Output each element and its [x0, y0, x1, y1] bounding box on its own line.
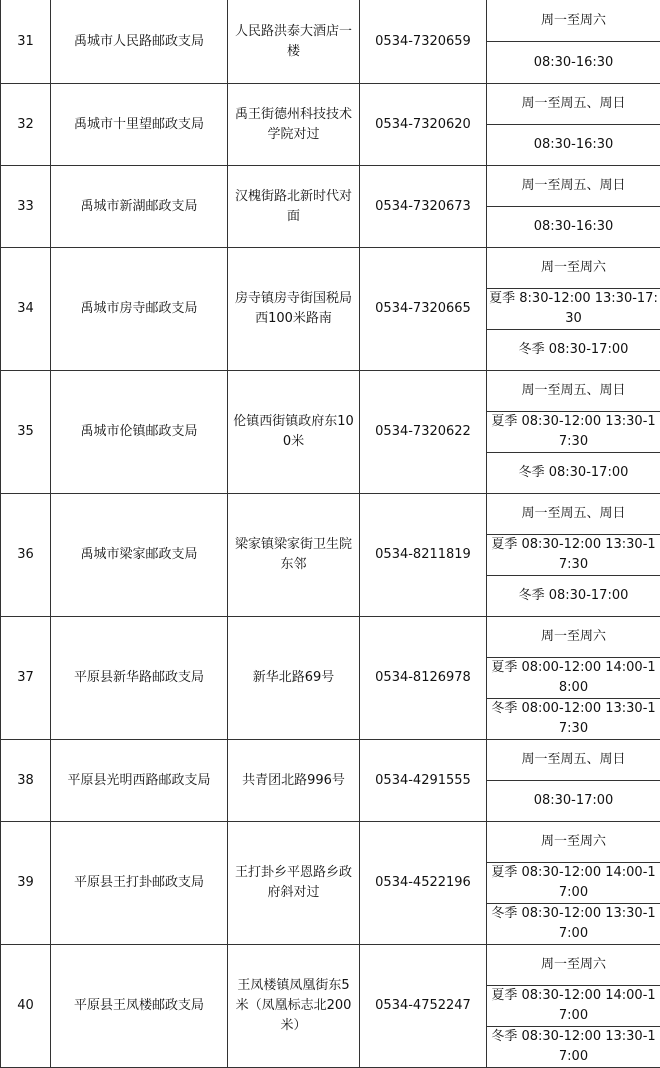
business-hours: 冬季 08:30-12:00 13:30-17:00 — [487, 904, 660, 945]
office-phone: 0534-4752247 — [360, 945, 487, 1068]
business-hours: 08:30-17:00 — [487, 781, 660, 822]
office-name: 禹城市梁家邮政支局 — [51, 494, 228, 617]
row-number: 36 — [1, 494, 51, 617]
business-hours: 冬季 08:00-12:00 13:30-17:30 — [487, 699, 660, 740]
business-hours: 08:30-16:30 — [487, 42, 660, 84]
business-days: 周一至周五、周日 — [487, 84, 660, 125]
office-name: 禹城市十里望邮政支局 — [51, 84, 228, 166]
office-name: 平原县光明西路邮政支局 — [51, 740, 228, 822]
table-row — [1, 822, 660, 863]
office-phone: 0534-7320620 — [360, 84, 487, 166]
row-number: 32 — [1, 84, 51, 166]
table-row — [1, 371, 660, 412]
business-hours: 冬季 08:30-17:00 — [487, 330, 660, 371]
business-hours: 夏季 08:30-12:00 13:30-17:30 — [487, 535, 660, 576]
office-phone: 0534-7320665 — [360, 248, 487, 371]
office-name: 禹城市人民路邮政支局 — [51, 0, 228, 84]
business-days: 周一至周五、周日 — [487, 740, 660, 781]
office-phone: 0534-7320622 — [360, 371, 487, 494]
business-hours: 夏季 8:30-12:00 13:30-17:30 — [487, 289, 660, 330]
row-number: 33 — [1, 166, 51, 248]
office-address: 王凤楼镇凤凰街东5米（凤凰标志北200米） — [228, 945, 360, 1068]
business-hours: 08:30-16:30 — [487, 125, 660, 166]
office-name: 平原县王凤楼邮政支局 — [51, 945, 228, 1068]
business-days: 周一至周六 — [487, 822, 660, 863]
row-number: 31 — [1, 0, 51, 84]
office-address: 房寺镇房寺街国税局西100米路南 — [228, 248, 360, 371]
row-number: 34 — [1, 248, 51, 371]
table-body — [1, 0, 660, 1068]
office-address: 汉槐街路北新时代对面 — [228, 166, 360, 248]
office-name: 禹城市伦镇邮政支局 — [51, 371, 228, 494]
row-number: 40 — [1, 945, 51, 1068]
business-hours: 夏季 08:30-12:00 14:00-17:00 — [487, 863, 660, 904]
office-phone: 0534-8126978 — [360, 617, 487, 740]
row-number: 37 — [1, 617, 51, 740]
table-row — [1, 740, 660, 781]
row-number: 39 — [1, 822, 51, 945]
office-phone: 0534-4291555 — [360, 740, 487, 822]
office-address: 伦镇西街镇政府东100米 — [228, 371, 360, 494]
business-days: 周一至周五、周日 — [487, 166, 660, 207]
business-hours: 夏季 08:00-12:00 14:00-18:00 — [487, 658, 660, 699]
business-hours: 冬季 08:30-12:00 13:30-17:00 — [487, 1027, 660, 1068]
office-address: 共青团北路996号 — [228, 740, 360, 822]
business-days: 周一至周五、周日 — [487, 371, 660, 412]
table-row — [1, 166, 660, 207]
office-name: 禹城市房寺邮政支局 — [51, 248, 228, 371]
business-days: 周一至周六 — [487, 617, 660, 658]
table-row — [1, 494, 660, 535]
table-row — [1, 0, 660, 42]
office-address: 禹王街德州科技技术学院对过 — [228, 84, 360, 166]
table-row — [1, 84, 660, 125]
row-number: 35 — [1, 371, 51, 494]
office-phone: 0534-7320673 — [360, 166, 487, 248]
business-hours: 08:30-16:30 — [487, 207, 660, 248]
business-hours: 夏季 08:30-12:00 14:00-17:00 — [487, 986, 660, 1027]
business-days: 周一至周六 — [487, 0, 660, 42]
office-phone: 0534-7320659 — [360, 0, 487, 84]
office-address: 新华北路69号 — [228, 617, 360, 740]
office-name: 平原县新华路邮政支局 — [51, 617, 228, 740]
row-number: 38 — [1, 740, 51, 822]
business-hours: 夏季 08:30-12:00 13:30-17:30 — [487, 412, 660, 453]
table-row — [1, 945, 660, 986]
office-name: 禹城市新湖邮政支局 — [51, 166, 228, 248]
office-name: 平原县王打卦邮政支局 — [51, 822, 228, 945]
business-days: 周一至周六 — [487, 248, 660, 289]
office-phone: 0534-4522196 — [360, 822, 487, 945]
office-address: 人民路洪泰大酒店一楼 — [228, 0, 360, 84]
business-days: 周一至周六 — [487, 945, 660, 986]
office-address: 王打卦乡平恩路乡政府斜对过 — [228, 822, 360, 945]
business-days: 周一至周五、周日 — [487, 494, 660, 535]
office-address: 梁家镇梁家街卫生院东邻 — [228, 494, 360, 617]
business-hours: 冬季 08:30-17:00 — [487, 453, 660, 494]
table-row — [1, 248, 660, 289]
table-row — [1, 617, 660, 658]
business-hours: 冬季 08:30-17:00 — [487, 576, 660, 617]
office-phone: 0534-8211819 — [360, 494, 487, 617]
